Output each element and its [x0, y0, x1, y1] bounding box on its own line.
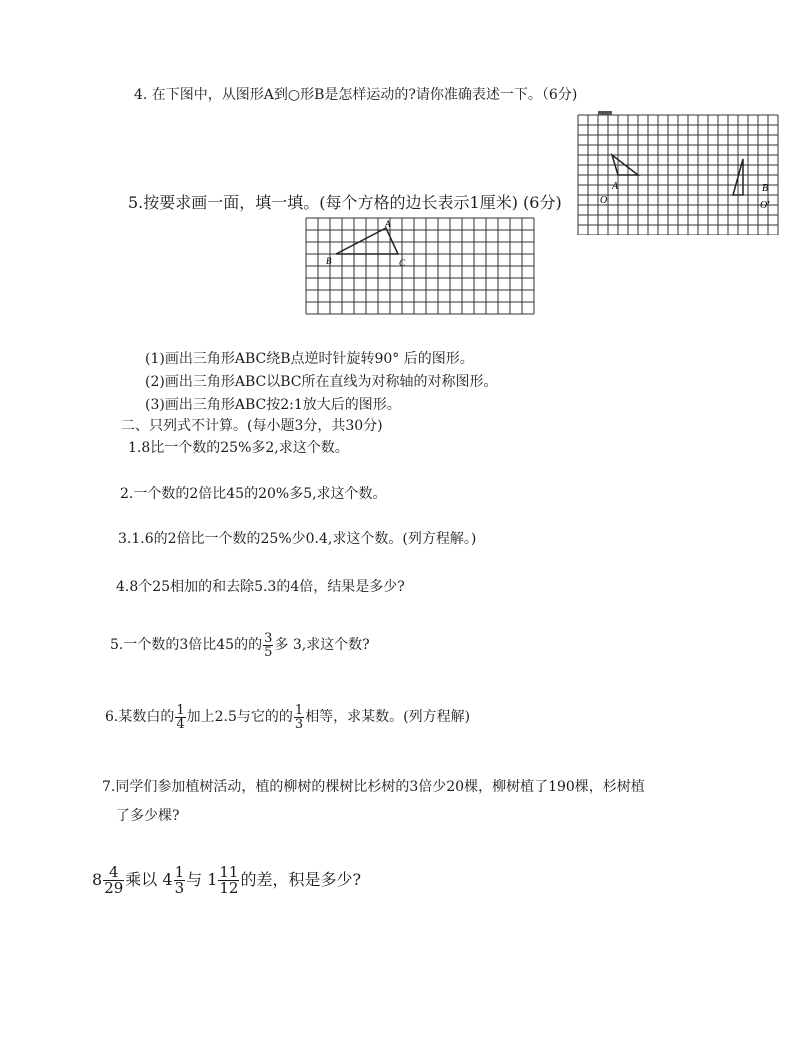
fraction-1-3: $\frac{1}{3}$	[174, 863, 185, 897]
problem-7-line-2: 了多少棵?	[116, 808, 180, 824]
fraction-3-5: $\frac{3}{5}$	[264, 630, 273, 660]
problem-5: 5.一个数的3倍比45的的 $\frac{3}{5}$ 多 3,求这个数?	[110, 630, 370, 660]
grid-figure-left	[302, 216, 536, 320]
task-3: (3)画出三角形ABC按2:1放大后的图形。	[145, 397, 401, 413]
problem-3: 3.1.6的2倍比一个数的25%少0.4,求这个数。(列方程解。)	[118, 531, 477, 547]
problem-6: 6.某数白的 $\frac{1}{4}$ 加上2.5与它的的 $\frac{1}{3}$ 相等，求某数。(列方程解)	[105, 702, 471, 732]
label-o: O	[600, 195, 608, 206]
label-a: A	[385, 219, 391, 229]
triangle-abc	[336, 228, 398, 254]
question-4: 4. 在下图中，从图形A到○形B是怎样运动的?请你准确表述一下。（6分)	[134, 87, 578, 103]
fraction-1-4: $\frac{1}{4}$	[176, 702, 185, 732]
question-5: 5.按要求画一面，填一填。(每个方格的边长表示1厘米) (6分)	[128, 193, 562, 212]
problem-8: 8 $\frac{4}{29}$ 乘以 4 $\frac{1}{3}$ 与 1 $\frac{11}{12}$ 的差，积是多少?	[92, 863, 362, 897]
fraction-4-29: $\frac{4}{29}$	[104, 863, 124, 897]
problem-7-line-1: 7.同学们参加植树活动，植的柳树的棵树比杉树的3倍少20棵，柳树植了190棵，杉树植	[102, 779, 645, 795]
label-a: A	[612, 181, 619, 192]
problem-2: 2.一个数的2倍比45的20%多5,求这个数。	[120, 486, 387, 502]
section-2-title: 二、只列式不计算。(每小题3分，共30分)	[121, 418, 383, 434]
label-c: C	[399, 258, 406, 268]
problem-4: 4.8个25相加的和去除5.3的4倍，结果是多少?	[116, 579, 405, 595]
grid-figure-right	[576, 111, 780, 235]
task-2: (2)画出三角形ABC以BC所在直线为对称轴的对称图形。	[145, 374, 498, 390]
label-b: B	[762, 183, 769, 194]
fraction-11-12: $\frac{11}{12}$	[219, 863, 239, 897]
label-b: B	[326, 256, 332, 266]
problem-1: 1.8比一个数的25%多2,求这个数。	[128, 440, 349, 456]
label-o-prime: O'	[760, 200, 770, 211]
fraction-1-3: $\frac{1}{3}$	[294, 702, 304, 732]
task-1: (1)画出三角形ABC绕B点逆时针旋转90° 后的图形。	[145, 351, 474, 367]
